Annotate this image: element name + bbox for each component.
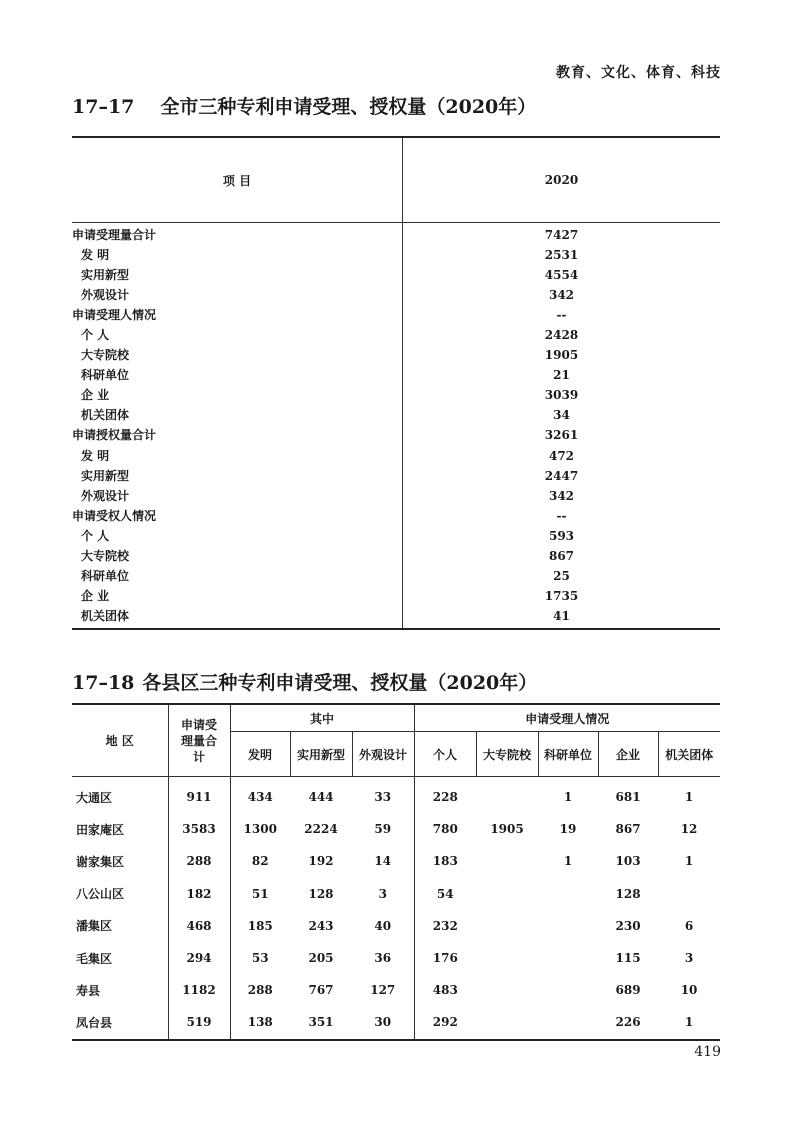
cell-agency: 10 (680, 983, 698, 998)
cell-invention: 53 (251, 951, 269, 966)
cell-utility: 205 (308, 951, 334, 966)
table1-row-value: 3039 (544, 388, 579, 403)
table1-row-label: 发 明 (81, 448, 110, 463)
header-enterprise: 企业 (598, 732, 658, 777)
cell-research (538, 878, 598, 910)
table1-row-label: 发 明 (81, 248, 110, 263)
cell-college (476, 942, 538, 974)
table1-row-value: 2531 (544, 248, 579, 263)
cell-college (476, 777, 538, 814)
cell-enterprise: 867 (615, 822, 641, 837)
cell-total: 294 (168, 942, 230, 974)
table1-row-value: 2447 (544, 468, 579, 483)
table-row (72, 777, 720, 814)
table1-row-value: 342 (548, 488, 575, 503)
table1-col-year: 2020 (544, 173, 579, 187)
cell-enterprise: 115 (615, 951, 641, 966)
table1-row-label: 申请受理人情况 (72, 308, 157, 323)
table1-row-label: 个 人 (81, 528, 110, 543)
table1-row-value: 342 (548, 288, 575, 303)
table-row (72, 942, 720, 974)
table-row (72, 974, 720, 1006)
table1-row-label: 外观设计 (81, 288, 130, 303)
cell-research (538, 910, 598, 942)
cell-individual: 780 (432, 822, 458, 837)
cell-area: 八公山区 (72, 878, 168, 910)
table-row (72, 1006, 720, 1039)
cell-total: 911 (168, 777, 230, 814)
table1-row-value: 472 (548, 448, 575, 463)
table1-row-value: 34 (553, 408, 570, 423)
table1-row-label: 企 业 (81, 388, 110, 403)
cell-utility: 128 (308, 886, 334, 901)
header-college: 大专院校 (476, 732, 538, 777)
table2 (72, 703, 720, 1041)
cell-design: 30 (352, 1006, 414, 1039)
cell-utility: 767 (308, 983, 334, 998)
cell-area: 大通区 (72, 777, 168, 814)
table1-label-column (72, 223, 403, 628)
table2-number: 17–18 (72, 672, 135, 694)
cell-utility: 2224 (304, 822, 338, 837)
cell-individual: 176 (432, 951, 458, 966)
table1-row-label: 外观设计 (81, 488, 130, 503)
cell-agency: 1 (684, 854, 694, 869)
table1-row-label: 大专院校 (81, 348, 130, 363)
table-row (72, 845, 720, 877)
table1-row-value: 3261 (544, 428, 579, 443)
table-row (72, 910, 720, 942)
cell-enterprise: 689 (615, 983, 641, 998)
cell-design: 14 (352, 845, 414, 877)
table1-row-label: 机关团体 (81, 608, 130, 623)
cell-agency: 1 (684, 790, 694, 805)
cell-area: 凤台县 (72, 1006, 168, 1039)
cell-research (538, 974, 598, 1006)
header-individual: 个人 (414, 732, 476, 777)
cell-area: 潘集区 (72, 910, 168, 942)
cell-individual: 54 (436, 886, 454, 901)
table1-row-value: 41 (553, 608, 570, 623)
header-agency: 机关团体 (658, 732, 720, 777)
table1-row-label: 科研单位 (81, 568, 130, 583)
cell-area: 田家庵区 (72, 813, 168, 845)
table1-col-item: 项 目 (72, 138, 403, 222)
table1-row-value: 21 (553, 368, 570, 383)
cell-utility: 444 (308, 790, 334, 805)
table1-row-label: 个 人 (81, 328, 110, 343)
cell-individual: 292 (432, 1015, 458, 1030)
table2-title-text: 各县区三种专利申请受理、授权量（2020年） (142, 672, 538, 694)
table1-row-label: 申请受理量合计 (72, 228, 157, 242)
cell-invention: 1300 (243, 822, 277, 837)
cell-total: 519 (168, 1006, 230, 1039)
cell-invention: 185 (247, 918, 273, 933)
cell-college (476, 878, 538, 910)
cell-design: 3 (352, 878, 414, 910)
cell-invention: 434 (247, 790, 273, 805)
header-group-applicants: 申请受理人情况 (414, 704, 720, 732)
cell-research: 19 (559, 822, 577, 837)
table-row (72, 813, 720, 845)
table1-row-value: 593 (548, 528, 575, 543)
table1-value-column (403, 223, 720, 628)
header-total: 申请受理量合计 (168, 704, 230, 777)
cell-college (476, 910, 538, 942)
cell-invention: 138 (247, 1015, 273, 1030)
cell-area: 谢家集区 (72, 845, 168, 877)
cell-total: 468 (168, 910, 230, 942)
table1-number: 17–17 (72, 96, 135, 118)
cell-agency: 3 (684, 951, 694, 966)
header-group-of-which: 其中 (230, 704, 414, 732)
table1-header (72, 138, 720, 223)
table1-row-value: 1735 (544, 588, 579, 603)
table1 (72, 136, 720, 630)
table1-row-value: 2428 (544, 328, 579, 343)
cell-agency (658, 878, 720, 910)
table1-row-label: 机关团体 (81, 408, 130, 423)
cell-college: 1905 (490, 822, 524, 837)
cell-college (476, 1006, 538, 1039)
cell-research: 1 (563, 854, 573, 869)
table1-title-text: 全市三种专利申请受理、授权量（2020年） (160, 96, 537, 118)
cell-enterprise: 128 (615, 886, 641, 901)
table1-row-label: 实用新型 (81, 468, 130, 483)
table1-row-label: 大专院校 (81, 548, 130, 563)
cell-total: 3583 (168, 813, 230, 845)
cell-total: 1182 (168, 974, 230, 1006)
cell-utility: 351 (308, 1015, 334, 1030)
section-header: 教育、文化、体育、科技 (556, 65, 721, 81)
cell-enterprise: 681 (615, 790, 641, 805)
cell-research: 1 (563, 790, 573, 805)
table1-row-value: 867 (548, 548, 575, 563)
page-number: 419 (694, 1044, 721, 1060)
cell-agency: 6 (684, 918, 694, 933)
cell-college (476, 845, 538, 877)
cell-area: 毛集区 (72, 942, 168, 974)
table1-row-value: -- (556, 308, 567, 323)
table1-row-value: 4554 (544, 268, 579, 283)
header-area: 地 区 (72, 704, 168, 777)
cell-agency: 1 (684, 1015, 694, 1030)
header-design: 外观设计 (352, 732, 414, 777)
table1-row-value: 1905 (544, 348, 579, 363)
cell-enterprise: 103 (615, 854, 641, 869)
cell-invention: 288 (247, 983, 273, 998)
table2-body (72, 777, 720, 1040)
cell-individual: 183 (432, 854, 458, 869)
table1-row-value: 7427 (544, 228, 579, 242)
table-row (72, 878, 720, 910)
table2-title (72, 668, 537, 695)
header-utility: 实用新型 (290, 732, 352, 777)
cell-invention: 82 (251, 854, 269, 869)
cell-design: 36 (352, 942, 414, 974)
header-research: 科研单位 (538, 732, 598, 777)
cell-invention: 51 (251, 886, 269, 901)
cell-utility: 192 (308, 854, 334, 869)
cell-research (538, 942, 598, 974)
header-invention: 发明 (230, 732, 290, 777)
table1-row-label: 申请授权量合计 (72, 428, 157, 443)
table1-body (72, 223, 720, 628)
cell-design: 40 (352, 910, 414, 942)
table1-row-label: 实用新型 (81, 268, 130, 283)
table1-row-label: 企 业 (81, 588, 110, 603)
cell-individual: 228 (432, 790, 458, 805)
cell-design: 33 (352, 777, 414, 814)
cell-college (476, 974, 538, 1006)
table1-row-label: 申请受权人情况 (72, 508, 157, 523)
cell-individual: 483 (432, 983, 458, 998)
table1-row-value: 25 (553, 568, 570, 583)
cell-area: 寿县 (72, 974, 168, 1006)
cell-total: 288 (168, 845, 230, 877)
cell-design: 59 (352, 813, 414, 845)
cell-total: 182 (168, 878, 230, 910)
cell-research (538, 1006, 598, 1039)
table1-row-label: 科研单位 (81, 368, 130, 383)
cell-design: 127 (352, 974, 414, 1006)
cell-enterprise: 230 (615, 918, 641, 933)
cell-enterprise: 226 (615, 1015, 641, 1030)
table1-title (72, 92, 536, 119)
cell-utility: 243 (308, 918, 334, 933)
cell-agency: 12 (680, 822, 698, 837)
table1-row-value: -- (556, 508, 567, 523)
cell-individual: 232 (432, 918, 458, 933)
